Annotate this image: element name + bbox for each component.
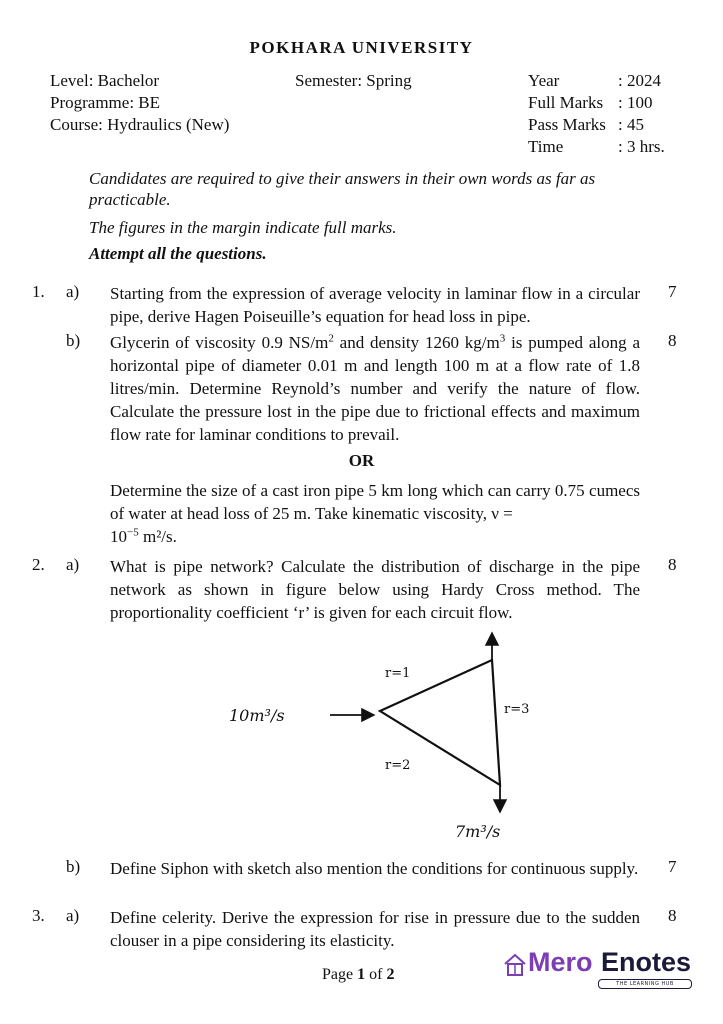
outflow-label: 7m³/s <box>455 822 501 841</box>
year-value: : 2024 <box>618 71 661 90</box>
question-3a-label: a) <box>66 906 80 925</box>
pass-marks-value: : 45 <box>618 115 644 134</box>
question-3-number: 3. <box>32 906 45 925</box>
course: Course: Hydraulics (New) <box>50 115 230 134</box>
instruction-margin-marks: The figures in the margin indicate full marks. <box>89 218 397 237</box>
logo-enotes: Enotes <box>601 947 692 977</box>
instruction-own-words: Candidates are required to give their answers in their own words as far as practicable. <box>89 169 596 209</box>
question-3a-marks: 8 <box>668 906 677 925</box>
time-value: : 3 hrs. <box>618 137 665 156</box>
question-2b-marks: 7 <box>668 857 677 876</box>
question-1a-marks: 7 <box>668 282 677 301</box>
question-2b-text: Define Siphon with sketch also mention the conditions for continuous supply. <box>110 859 639 878</box>
question-2a-label: a) <box>66 555 80 574</box>
pipe-network-figure <box>220 625 560 850</box>
r3-label: r=3 <box>504 702 530 717</box>
r2-label: r=2 <box>385 758 411 773</box>
inflow-label: 10m³/s <box>229 706 285 725</box>
full-marks-value: : 100 <box>618 93 653 112</box>
question-2-number: 2. <box>32 555 45 574</box>
logo-mero: Mero <box>528 947 593 977</box>
question-1a-label: a) <box>66 282 80 301</box>
meroenotes-logo <box>498 947 694 989</box>
pass-marks-label: Pass Marks <box>528 115 606 134</box>
logo-tagline: THE LEARNING HUB <box>598 979 692 989</box>
programme: Programme: BE <box>50 93 161 112</box>
question-1b-text: Glycerin of viscosity 0.9 $NS/m^2$ and density 1260 $kg/m^3$ is pumped along a horizontal pipe of diameter 0.01 m and length 100 m at a flow rate of 1.8 litres/min. Determine Reynold’s number and verify the nature of flow. Calculate the pressure lost in the pipe due to frictional effects and maximum flow rate for laminar conditions to prevail. <box>110 332 640 444</box>
semester: Semester: Spring <box>295 71 412 90</box>
level: Level: Bachelor <box>50 71 160 90</box>
page-number: Page 1 of 2 <box>322 966 395 983</box>
question-1-or-text: Determine the size of a cast iron pipe 5 km long which can carry 0.75 cumecs of water at head loss of 25 m. Take kinematic viscosity, ν = $10^{-5}$ m²/s. <box>110 481 640 546</box>
full-marks-label: Full Marks <box>528 93 604 112</box>
question-2b-label: b) <box>66 857 81 876</box>
question-1b-label: b) <box>66 331 81 350</box>
university-title: POKHARA UNIVERSITY <box>249 38 474 57</box>
r1-label: r=1 <box>385 666 411 681</box>
year-label: Year <box>528 71 560 90</box>
house-book-icon <box>502 952 528 978</box>
question-1b-marks: 8 <box>668 331 677 350</box>
question-3a-text: Define celerity. Derive the expression for rise in pressure due to the sudden clouser in a pipe considering its elasticity. <box>110 908 640 950</box>
question-2a-text: What is pipe network? Calculate the distribution of discharge in the pipe network as shown in figure below using Hardy Cross method. The proportionality coefficient ‘r’ is given for each circuit flow. <box>110 557 640 622</box>
question-1a-text: Starting from the expression of average velocity in laminar flow in a circular pipe, derive Hagen Poiseuille’s equation for head loss in pipe. <box>110 284 640 326</box>
time-label: Time <box>528 137 564 156</box>
question-2a-marks: 8 <box>668 555 677 574</box>
or-separator: OR <box>348 451 375 470</box>
question-1-number: 1. <box>32 282 45 301</box>
instruction-attempt-all: Attempt all the questions. <box>89 244 267 263</box>
